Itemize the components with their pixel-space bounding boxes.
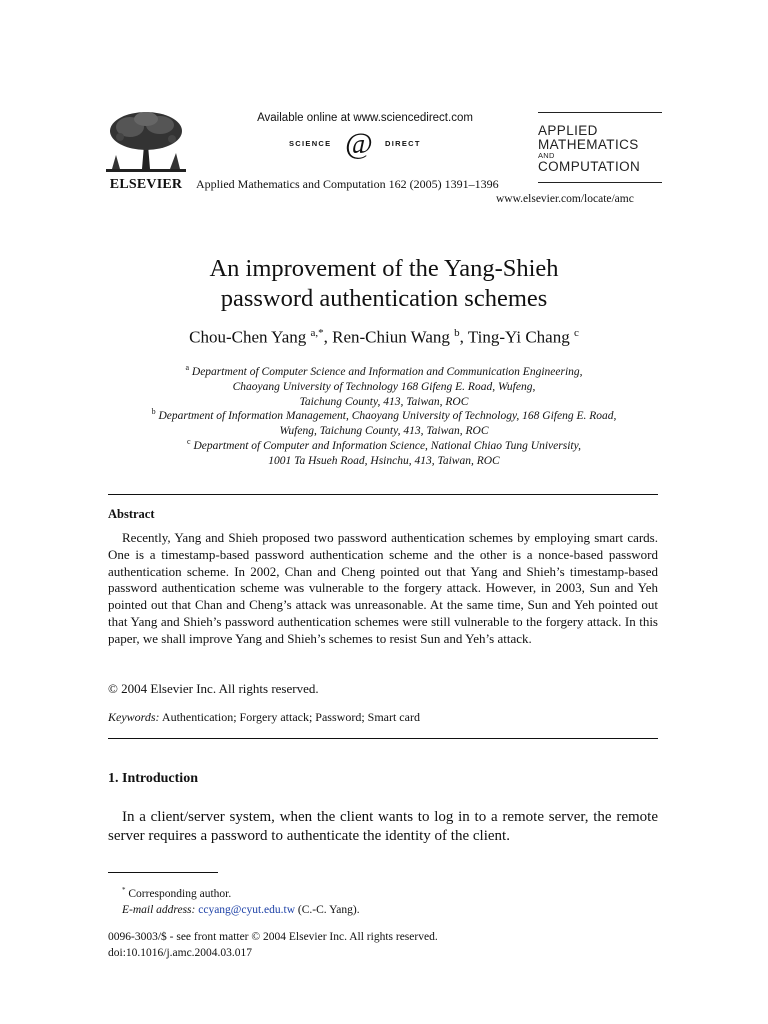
- journal-logo-line-1: APPLIED: [538, 123, 598, 138]
- keywords-label: Keywords:: [108, 710, 160, 724]
- author-list: [80, 327, 688, 348]
- author-affiliation-mark[interactable]: c: [573, 327, 579, 339]
- article-title-line-2: password authentication schemes: [220, 285, 548, 312]
- footnote-mark: *: [122, 886, 126, 894]
- affiliation-line: Chaoyang University of Technology 168 Gifeng E. Road, Wufeng,: [232, 380, 536, 393]
- introduction-body: In a client/server system, when the client wants to log in to a remote server, the remote server requires a password to authenticate the identity of the client.: [108, 809, 658, 844]
- footnote-corresponding-text: Corresponding author.: [128, 887, 232, 900]
- footnote-rule: [108, 872, 218, 873]
- author-affiliation-mark[interactable]: b: [454, 327, 460, 339]
- section-heading-introduction: 1. Introduction: [108, 771, 198, 786]
- keywords-line: [108, 710, 420, 725]
- abstract-heading: Abstract: [108, 507, 155, 521]
- author-separator: ,: [459, 327, 468, 347]
- keywords-list: Authentication; Forgery attack; Password; Smart card: [161, 710, 420, 724]
- issn-line: 0096-3003/$ - see front matter © 2004 Elsevier Inc. All rights reserved.: [108, 931, 438, 943]
- affiliation-line: Taichung County, 413, Taiwan, ROC: [299, 395, 469, 408]
- journal-logo: [538, 124, 640, 174]
- author-separator: ,: [323, 327, 333, 347]
- article-title-line-1: An improvement of the Yang-Shieh: [209, 255, 559, 282]
- footnote-corresponding: [122, 882, 360, 902]
- affiliation-text: Department of Information Management, Chaoyang University of Technology, 168 Gifeng E. Road,: [158, 409, 617, 422]
- affiliation-mark: b: [151, 407, 156, 416]
- affiliation-line: 1001 Ta Hsueh Road, Hsinchu, 413, Taiwan, ROC: [268, 454, 500, 467]
- affiliation-line: [100, 434, 668, 454]
- sciencedirect-right-text: DIRECT: [385, 139, 421, 148]
- author-name[interactable]: Ting-Yi Chang: [467, 327, 570, 347]
- abstract-copyright: © 2004 Elsevier Inc. All rights reserved.: [108, 681, 319, 696]
- sciencedirect-logo: [275, 128, 495, 158]
- elsevier-logo: [104, 109, 188, 193]
- article-title: [80, 254, 688, 314]
- elsevier-wordmark: ELSEVIER: [109, 177, 183, 192]
- author-name[interactable]: Chou-Chen Yang: [189, 327, 307, 347]
- footnote-email-label: E-mail address:: [122, 903, 196, 916]
- abstract-top-rule: [108, 494, 658, 495]
- affiliation-line: Wufeng, Taichung County, 413, Taiwan, ROC: [279, 424, 489, 437]
- journal-logo-line-2: MATHEMATICS: [538, 137, 639, 152]
- elsevier-tree-icon: [106, 109, 186, 175]
- sciencedirect-at-icon: @: [345, 127, 373, 160]
- journal-logo-top-rule: [538, 112, 662, 113]
- abstract-body: Recently, Yang and Shieh proposed two password authentication schemes by employing smart cards. One is a timestamp-based password authentication scheme and the other is a nonce-based password authentication scheme. In 2002, Chan and Cheng pointed out that Yang and Shieh’s timestamp-based password authentication scheme was vulnerable to the forgery attack. However, in 2003, Sun and Yeh pointed out that Chan and Cheng’s attack was unreasonable. At the same time, Sun and Yeh pointed out that Yang and Shieh’s password authentication schemes were still vulnerable to the forgery attack. In this paper, we shall improve Yang and Shieh’s schemes to resist Sun and Yeh’s attack.: [108, 530, 658, 646]
- affiliation-mark: c: [187, 437, 191, 446]
- author-affiliation-mark[interactable]: a,*: [310, 327, 324, 339]
- journal-url-link[interactable]: www.elsevier.com/locate/amc: [496, 193, 634, 205]
- footnote-email-link[interactable]: ccyang@cyut.edu.tw: [198, 903, 296, 916]
- journal-logo-bottom-rule: [538, 182, 662, 183]
- issn-block: [108, 929, 438, 961]
- affiliation-text: Department of Computer Science and Information and Communication Engineering,: [191, 365, 583, 378]
- author-name[interactable]: Ren-Chiun Wang: [332, 327, 450, 347]
- journal-citation: Applied Mathematics and Computation 162 (2005) 1391–1396: [196, 177, 499, 191]
- footnote: [122, 882, 360, 918]
- affiliation-a: [100, 360, 668, 410]
- affiliation-text: Department of Computer and Information Science, National Chiao Tung University,: [193, 439, 581, 452]
- footnote-email-line: [122, 902, 360, 918]
- doi-line[interactable]: doi:10.1016/j.amc.2004.03.017: [108, 947, 253, 959]
- affiliation-mark: a: [185, 363, 190, 372]
- available-online-text: Available online at www.sciencedirect.com: [257, 112, 473, 124]
- journal-logo-line-3: AND: [538, 151, 555, 160]
- affiliation-line: [100, 360, 668, 380]
- affiliation-c: [100, 434, 668, 469]
- journal-logo-line-4: COMPUTATION: [538, 159, 641, 174]
- affiliation-line: [96, 404, 672, 424]
- footnote-email-suffix: (C.-C. Yang).: [297, 903, 360, 916]
- abstract-bottom-rule: [108, 738, 658, 739]
- sciencedirect-left-text: SCIENCE: [289, 139, 332, 148]
